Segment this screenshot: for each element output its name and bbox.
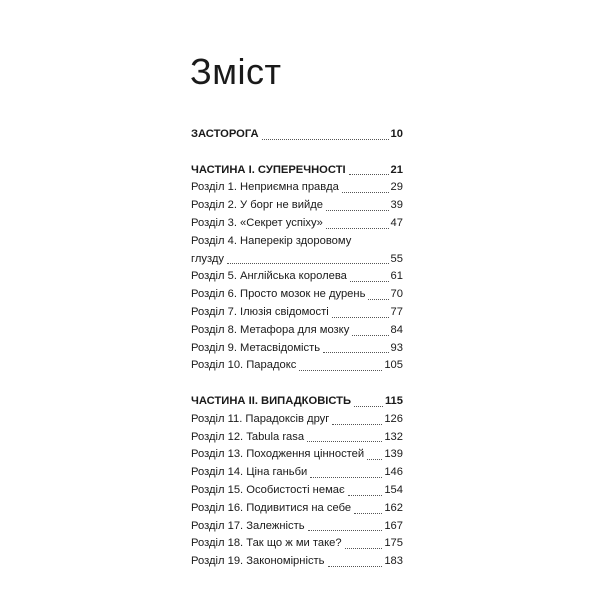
dot-leader — [354, 512, 382, 514]
toc-page-number: 167 — [384, 519, 403, 532]
toc-page-number: 154 — [384, 483, 403, 496]
toc-entry — [191, 500, 403, 518]
toc-entry-label: Розділ 6. Просто мозок не дурень — [191, 288, 366, 301]
dot-leader — [345, 547, 383, 549]
toc-entry — [191, 340, 403, 358]
toc-entry-label: Розділ 2. У борг не вийде — [191, 199, 323, 212]
toc-page-number: 146 — [384, 466, 403, 479]
toc-page-number: 21 — [390, 163, 403, 176]
toc-entry-label: Розділ 16. Подивитися на себе — [191, 501, 352, 514]
toc-page-number: 29 — [390, 181, 403, 194]
dot-leader — [326, 209, 389, 211]
toc-page-number: 183 — [384, 555, 403, 568]
toc-entry-label: Розділ 10. Парадокс — [191, 359, 297, 372]
toc-entry-label: Розділ 3. «Секрет успіху» — [191, 216, 323, 229]
toc-entry — [191, 251, 403, 269]
toc-entry-label: Розділ 19. Закономірність — [191, 555, 325, 568]
dot-leader — [307, 440, 382, 442]
toc-entry-label: ЧАСТИНА ІІ. ВИПАДКОВІСТЬ — [191, 394, 352, 407]
toc-page-number: 55 — [390, 252, 403, 265]
toc-entry-label: Розділ 12. Tabula rasa — [191, 430, 305, 443]
toc-part-1 — [191, 162, 403, 376]
dot-leader — [323, 351, 388, 353]
toc-entry-label-line2: глузду — [191, 252, 224, 265]
toc-page-number: 39 — [390, 199, 403, 212]
toc-entry-label: ЗАСТОРОГА — [191, 128, 259, 140]
toc-entry — [191, 464, 403, 482]
toc-page-number: 61 — [390, 270, 403, 283]
dot-leader — [326, 227, 389, 229]
toc-entry — [191, 411, 403, 429]
toc-page-number: 162 — [384, 501, 403, 514]
dot-leader — [368, 298, 388, 300]
toc-entry — [191, 179, 403, 197]
toc-entry — [191, 429, 403, 447]
dot-leader — [227, 262, 389, 264]
dot-leader — [328, 565, 383, 567]
toc-entry — [191, 304, 403, 322]
dot-leader — [350, 280, 389, 282]
toc-entry-label: ЧАСТИНА І. СУПЕРЕЧНОСТІ — [191, 163, 346, 176]
toc-part-heading — [191, 393, 403, 411]
toc-page-number: 175 — [384, 537, 403, 550]
toc-entry — [191, 357, 403, 375]
toc-entry-label: Розділ 8. Метафора для мозку — [191, 323, 350, 336]
toc-entry-label: Розділ 17. Залежність — [191, 519, 305, 532]
dot-leader — [352, 334, 388, 336]
toc-entry-label: Розділ 9. Метасвідомість — [191, 341, 321, 354]
toc-entry-label: Розділ 1. Неприємна правда — [191, 181, 339, 194]
toc-page-number: 139 — [384, 448, 403, 461]
toc-entry — [191, 446, 403, 464]
dot-leader — [332, 316, 389, 318]
toc-entry — [191, 518, 403, 536]
dot-leader — [342, 191, 389, 193]
toc-entry — [191, 215, 403, 233]
dot-leader — [348, 494, 383, 496]
toc-part-heading — [191, 162, 403, 180]
toc-entry — [191, 535, 403, 553]
toc-page-number: 70 — [390, 288, 403, 301]
toc-entry — [191, 268, 403, 286]
toc-entry-label: Розділ 11. Парадоксів друг — [191, 412, 330, 425]
toc-entry — [191, 482, 403, 500]
toc-entry-warning — [191, 126, 403, 144]
table-of-contents — [191, 126, 403, 571]
dot-leader — [332, 423, 382, 425]
toc-entry — [191, 286, 403, 304]
toc-page-number: 93 — [390, 341, 403, 354]
page-title: Зміст — [190, 51, 282, 92]
toc-entry-label-line1: Розділ 4. Наперекір здоровому — [191, 234, 352, 247]
toc-entry — [191, 197, 403, 215]
toc-entry-label: Розділ 7. Ілюзія свідомості — [191, 305, 329, 318]
toc-page-number: 105 — [384, 359, 403, 372]
dot-leader — [354, 405, 383, 407]
toc-entry — [191, 322, 403, 340]
dot-leader — [308, 529, 383, 531]
toc-page-number: 10 — [390, 128, 403, 140]
toc-page-number: 47 — [390, 216, 403, 229]
toc-part-2 — [191, 393, 403, 571]
toc-entry-label: Розділ 14. Ціна ганьби — [191, 466, 308, 479]
dot-leader — [310, 476, 382, 478]
toc-entry — [191, 553, 403, 571]
toc-entry-label: Розділ 13. Походження цінностей — [191, 448, 365, 461]
toc-page-number: 115 — [384, 394, 403, 407]
toc-entry-label: Розділ 5. Англійська королева — [191, 270, 347, 283]
toc-entry-label: Розділ 18. Так що ж ми таке? — [191, 537, 342, 550]
toc-page-number: 77 — [390, 305, 403, 318]
dot-leader — [349, 173, 389, 175]
dot-leader — [299, 369, 382, 371]
toc-page-number: 84 — [390, 323, 403, 336]
toc-entry-label: Розділ 15. Особистості немає — [191, 483, 345, 496]
dot-leader — [367, 458, 382, 460]
toc-page-number: 132 — [384, 430, 403, 443]
dot-leader — [262, 138, 389, 140]
toc-page-number: 126 — [384, 412, 403, 425]
